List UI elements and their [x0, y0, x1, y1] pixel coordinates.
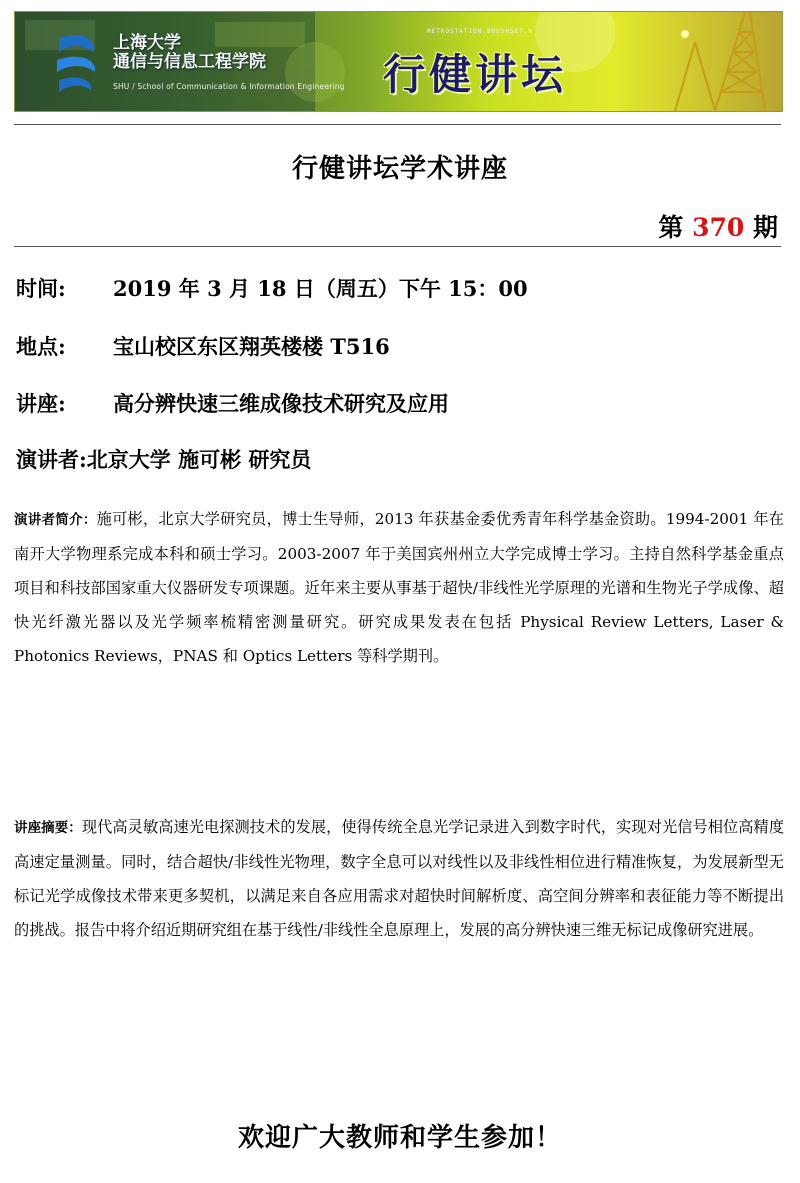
tower-icon: [655, 12, 782, 111]
abstract-text: 现代高灵敏高速光电探测技术的发展，使得传统全息光学记录进入到数字时代，实现对光信号相位高精度高速定量测量。同时，结合超快/非线性光物理，数字全息可以对线性以及非线性相位进行精准恢复，为发展新型无标记光学成像技术带来更多契机，以满足来自各应用需求对超快时间解析度、高空间分辨率和表征能力等不断提出的挑战。报告中将介绍近期研究组在基于线性/非线性全息原理上，发展的高分辨快速三维无标记成像研究进展。: [14, 818, 785, 939]
abstract-label: 讲座摘要：: [14, 820, 82, 836]
time-value: 2019 年 3 月 18 日（周五）下午 15：00: [113, 276, 528, 301]
place-row: [16, 331, 390, 361]
speaker-row: [16, 444, 311, 474]
banner-title: 行健讲坛: [383, 50, 568, 99]
lecture-label: 讲座:: [16, 391, 66, 416]
speaker-bio: [14, 502, 784, 673]
issue-prefix: 第: [658, 213, 684, 242]
top-divider: [14, 124, 781, 125]
mid-divider: [14, 246, 781, 247]
speaker-value: 北京大学 施可彬 研究员: [86, 447, 312, 472]
university-logo-icon: [53, 30, 101, 96]
welcome-message: 欢迎广大教师和学生参加！: [237, 1123, 562, 1153]
issue-value: 370: [692, 213, 745, 242]
bio-text: 施可彬，北京大学研究员，博士生导师，2013 年获基金委优秀青年科学基金资助。1994-2001 年在南开大学物理系完成本科和硕士学习。2003-2007 年于美国宾州州立大学完成博士学习。主持自然科学基金重点项目和科技部国家重大仪器研发专项课题。近年来主要从事基于超快/非线性光学原理的光谱和生物光子学成像、超快光纤激光器以及光学频率梳精密测量研究。研究成果发表在包括 Physical Review Letters, Laser & Photonics Reviews，PNAS 和 Optics Letters 等科学期刊。: [14, 510, 784, 665]
banner-tag: METROSTATION.BRUSHSET.N: [427, 28, 534, 35]
issue-suffix: 期: [752, 213, 778, 242]
bio-label: 演讲者简介：: [14, 512, 97, 528]
university-name-line2: 通信与信息工程学院: [113, 52, 266, 72]
place-label: 地点:: [16, 334, 66, 359]
header-banner: [14, 11, 783, 112]
page-title: 行健讲坛学术讲座: [291, 154, 508, 184]
time-label: 时间:: [16, 276, 66, 301]
university-name: [113, 34, 266, 72]
university-english-name: SHU / School of Communication & Information Engineering: [113, 82, 345, 91]
lecture-value: 高分辨快速三维成像技术研究及应用: [113, 391, 449, 416]
lecture-row: [16, 388, 449, 418]
issue-number: [658, 208, 778, 244]
speaker-label: 演讲者:: [16, 447, 87, 472]
university-name-line1: 上海大学: [113, 33, 181, 53]
lecture-abstract: [14, 810, 784, 947]
time-row: [16, 273, 528, 303]
place-value: 宝山校区东区翔英楼楼 T516: [113, 334, 390, 359]
